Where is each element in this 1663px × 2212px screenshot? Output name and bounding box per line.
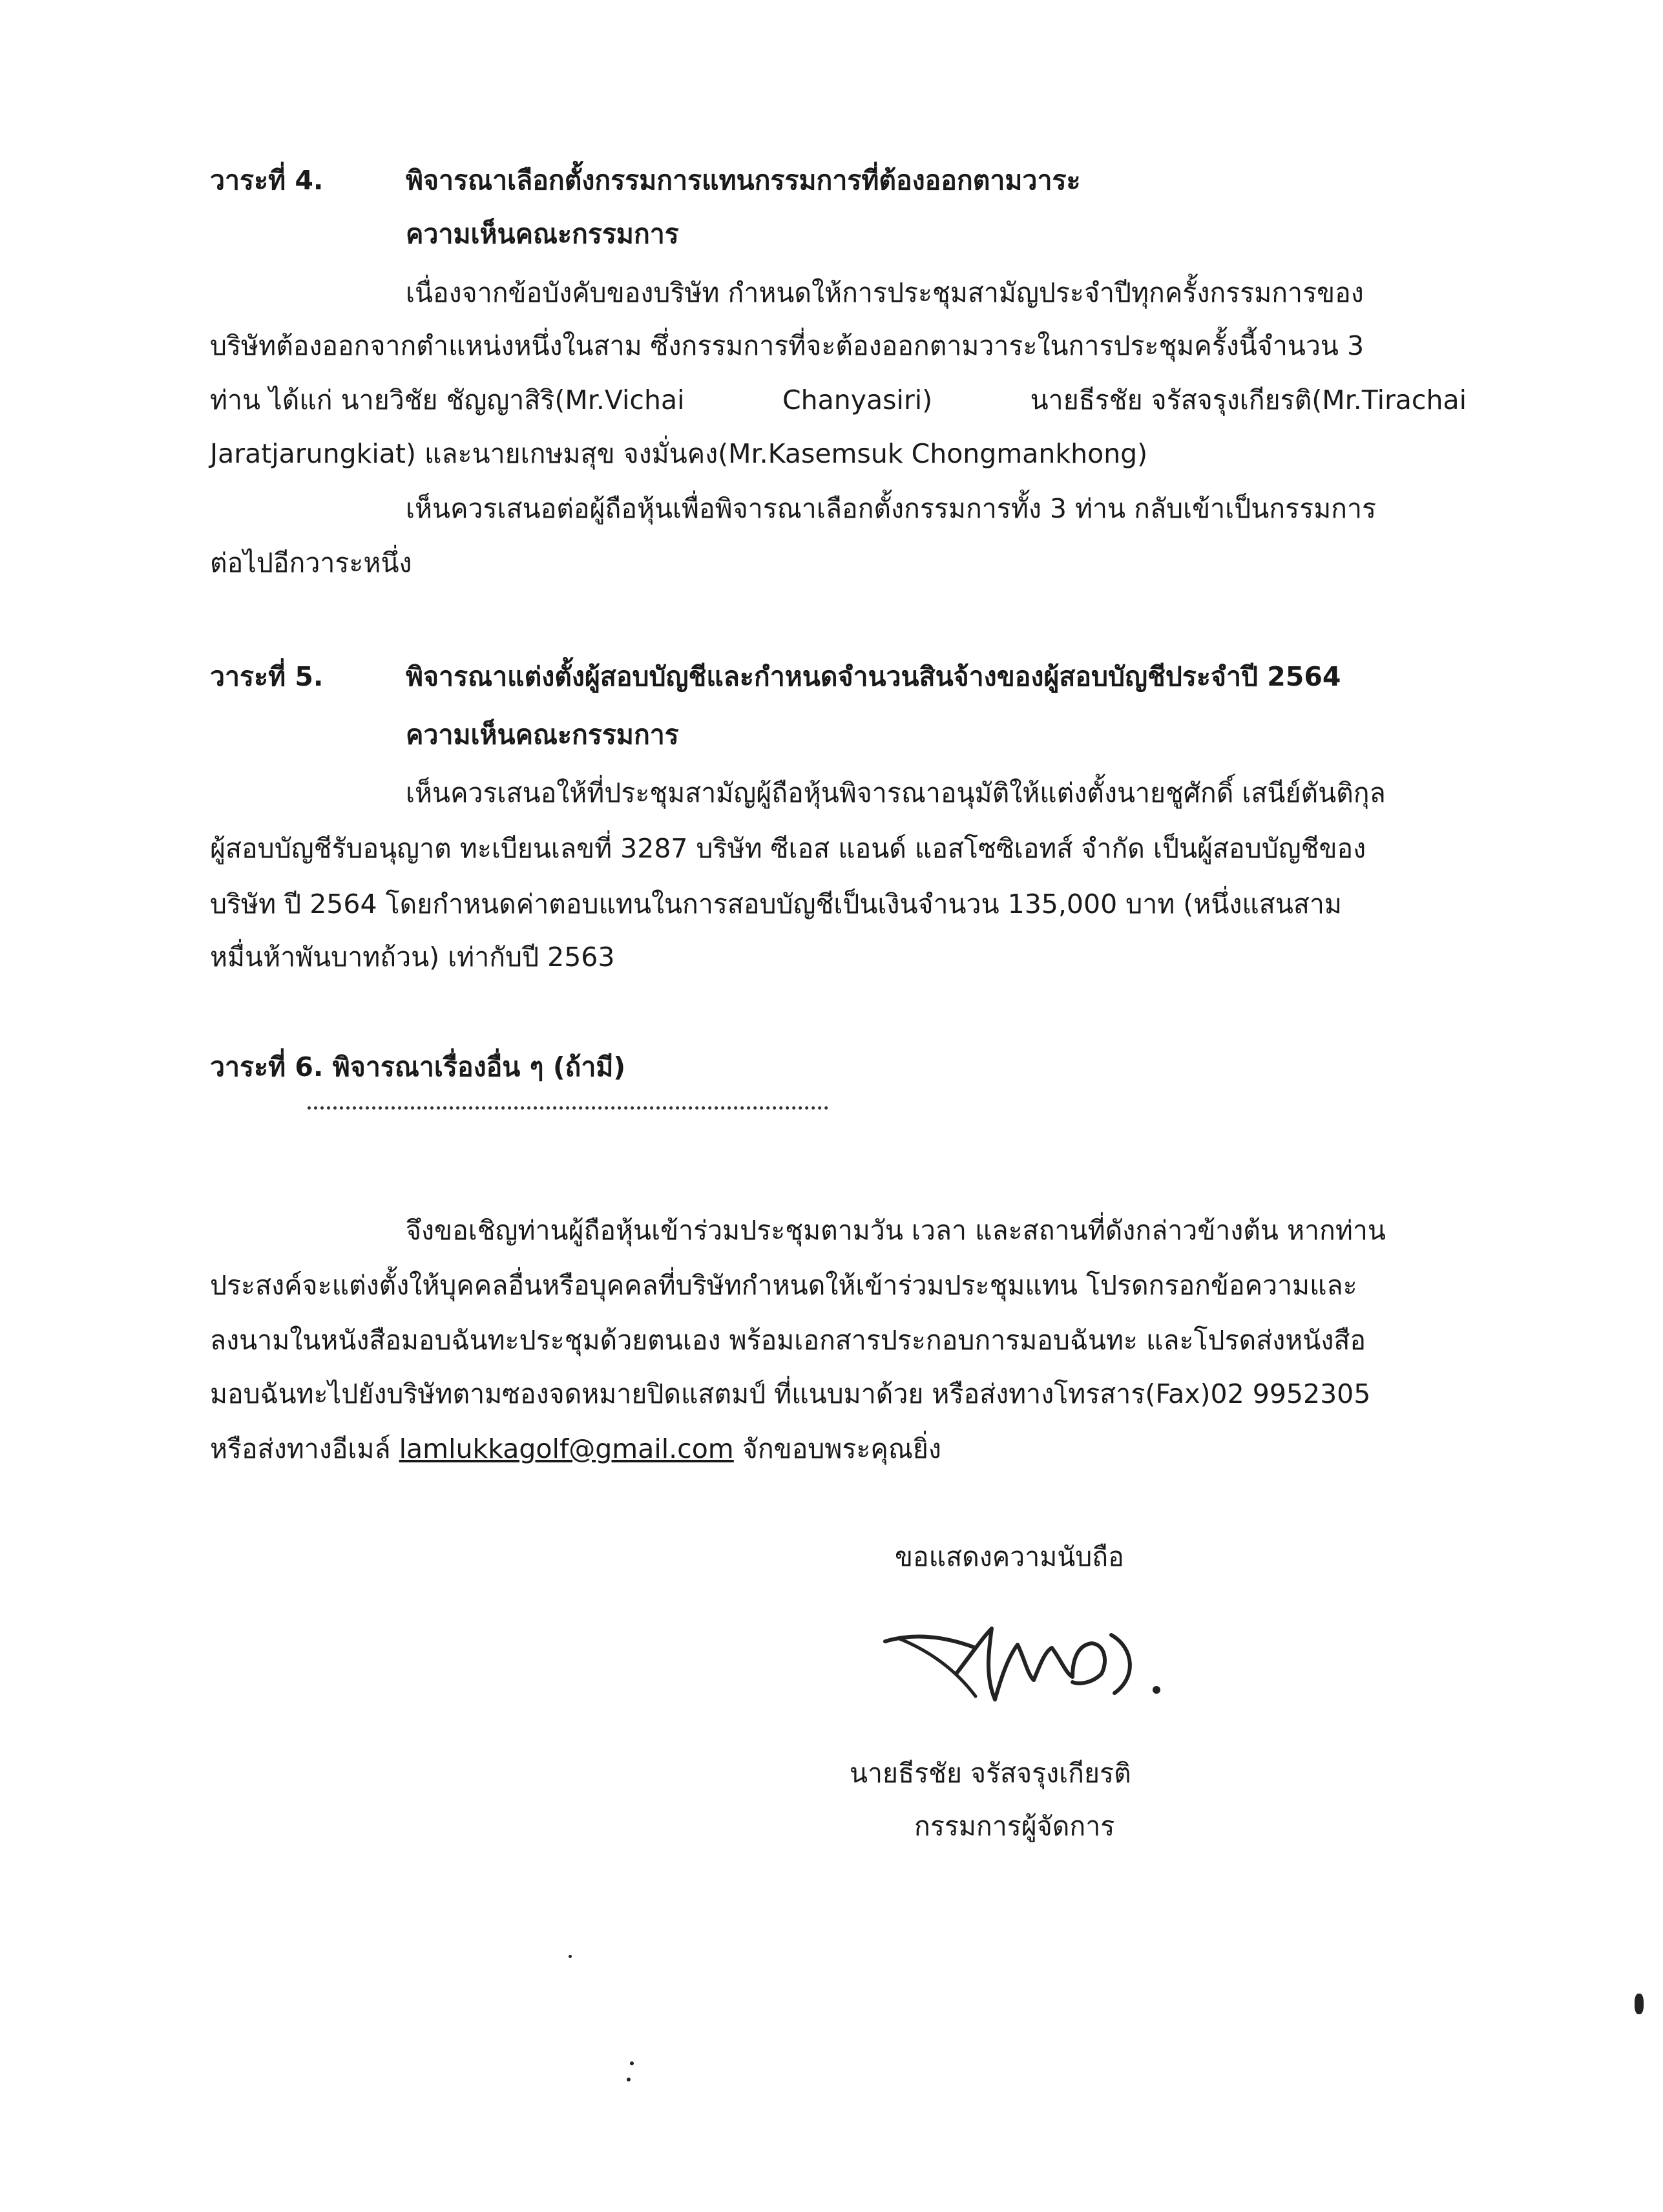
agenda4-para1-line2: บริษัทต้องออกจากตำแหน่งหนึ่งในสาม ซึ่งกรรมการที่จะต้องออกตามวาระในการประชุมครั้งนี้จำนวน 3 [210, 330, 1365, 361]
agenda4-para2-line2: ต่อไปอีกวาระหนึ่ง [210, 547, 412, 578]
invitation-line3: ลงนามในหนังสือมอบฉันทะประชุมด้วยตนเอง พร้อมเอกสารประกอบการมอบฉันทะ และโปรดส่งหนังสือ [210, 1325, 1366, 1356]
agenda4-opinion-label: ความเห็นคณะกรรมการ [406, 218, 679, 249]
agenda4-title: พิจารณาเลือกตั้งกรรมการแทนกรรมการที่ต้องออกตามวาระ [406, 165, 1081, 196]
signer-name: นายธีรชัย จรัสจรุงเกียรติ [850, 1758, 1131, 1789]
agenda5-para1-line4: หมื่นห้าพันบาทถ้วน) เท่ากับปี 2563 [210, 942, 615, 973]
agenda4-para1-line3-part2: Chanyasiri) [782, 384, 933, 416]
agenda5-para1-line2: ผู้สอบบัญชีรับอนุญาต ทะเบียนเลขที่ 3287 บริษัท ซีเอส แอนด์ แอสโซซิเอทส์ จำกัด เป็นผู้สอบบัญชีของ [210, 833, 1366, 864]
agenda4-para1-line3-part3: นายธีรชัย จรัสจรุงเกียรติ(Mr.Tirachai [1030, 384, 1467, 416]
agenda4-para1-line3-part1: ท่าน ได้แก่ นายวิชัย ชัญญาสิริ(Mr.Vichai [210, 384, 685, 416]
dotted-line [308, 1106, 828, 1110]
agenda5-opinion-label: ความเห็นคณะกรรมการ [406, 719, 679, 750]
scan-speck [627, 2078, 631, 2081]
invitation-line2: ประสงค์จะแต่งตั้งให้บุคคลอื่นหรือบุคคลที่บริษัทกำหนดให้เข้าร่วมประชุมแทน โปรดกรอกข้อความและ [210, 1270, 1357, 1301]
scan-speck [630, 2061, 634, 2065]
agenda5-para1-line1: เห็นควรเสนอให้ที่ประชุมสามัญผู้ถือหุ้นพิจารณาอนุมัติให้แต่งตั้งนายชูศักดิ์ เสนีย์ตันติกุล [406, 777, 1386, 808]
agenda6-heading: วาระที่ 6. พิจารณาเรื่องอื่น ๆ (ถ้ามี) [210, 1051, 626, 1082]
closing-regards: ขอแสดงความนับถือ [895, 1541, 1124, 1572]
agenda4-number: วาระที่ 4. [210, 165, 324, 196]
email-link[interactable]: lamlukkagolf@gmail.com [399, 1433, 734, 1464]
agenda4-para1-line4: Jaratjarungkiat) และนายเกษมสุข จงมั่นคง(Mr.Kasemsuk Chongmankhong) [210, 438, 1148, 469]
signature-image [879, 1612, 1176, 1709]
scan-speck [1635, 1994, 1644, 2014]
agenda4-para1-line3 [210, 381, 1467, 419]
scan-speck [569, 1955, 572, 1958]
invitation-line5-prefix: หรือส่งทางอีเมล์ [210, 1433, 391, 1464]
invitation-line5 [210, 1430, 941, 1468]
invitation-line4: มอบฉันทะไปยังบริษัทตามซองจดหมายปิดแสตมป์ ที่แนบมาด้วย หรือส่งทางโทรสาร(Fax)02 9952305 [210, 1378, 1371, 1409]
agenda5-title: พิจารณาแต่งตั้งผู้สอบบัญชีและกำหนดจำนวนสินจ้างของผู้สอบบัญชีประจำปี 2564 [406, 661, 1341, 692]
agenda5-number: วาระที่ 5. [210, 661, 324, 692]
agenda4-para1-line1: เนื่องจากข้อบังคับของบริษัท กำหนดให้การประชุมสามัญประจำปีทุกครั้งกรรมการของ [406, 277, 1364, 308]
agenda4-para2-line1: เห็นควรเสนอต่อผู้ถือหุ้นเพื่อพิจารณาเลือกตั้งกรรมการทั้ง 3 ท่าน กลับเข้าเป็นกรรมการ [406, 493, 1376, 524]
agenda5-para1-line3: บริษัท ปี 2564 โดยกำหนดค่าตอบแทนในการสอบบัญชีเป็นเงินจำนวน 135,000 บาท (หนึ่งแสนสาม [210, 889, 1342, 920]
signer-title: กรรมการผู้จัดการ [914, 1811, 1115, 1842]
invitation-line1: จึงขอเชิญท่านผู้ถือหุ้นเข้าร่วมประชุมตามวัน เวลา และสถานที่ดังกล่าวข้างต้น หากท่าน [406, 1215, 1386, 1246]
invitation-line5-suffix: จักขอบพระคุณยิ่ง [742, 1433, 941, 1464]
